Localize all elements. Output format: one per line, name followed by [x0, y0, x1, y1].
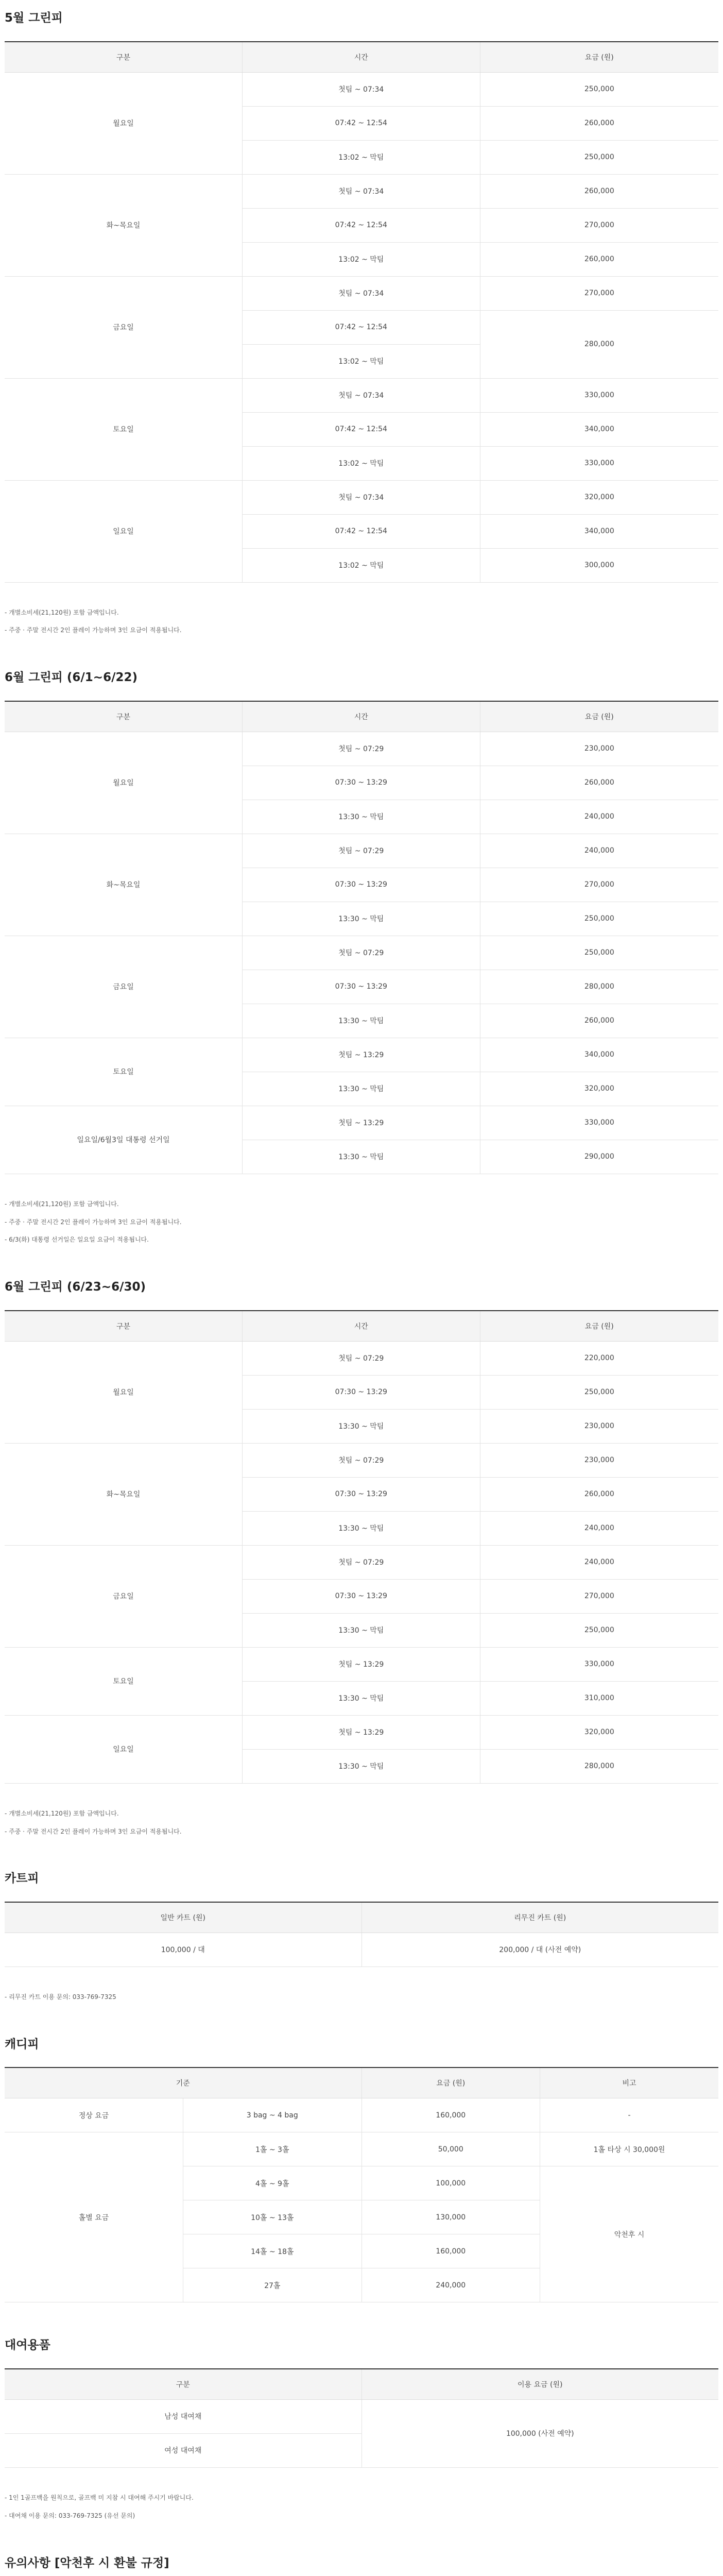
time-cell: 첫팀 ~ 07:29 [243, 1341, 480, 1375]
day-cell: 월요일 [5, 72, 243, 174]
time-cell: 첫팀 ~ 07:29 [243, 1443, 480, 1477]
table-row [5, 1715, 718, 1749]
caddie-fee-title: 캐디피 [5, 2037, 39, 2051]
table-row [5, 276, 718, 310]
time-cell: 첫팀 ~ 07:34 [243, 72, 480, 106]
day-cell: 월요일 [5, 1341, 243, 1443]
time-cell: 13:30 ~ 막팀 [243, 800, 480, 834]
time-cell: 13:30 ~ 막팀 [243, 1511, 480, 1545]
time-cell: 13:30 ~ 막팀 [243, 1140, 480, 1174]
page [5, 0, 718, 2576]
col-header-category: 구분 [5, 1311, 243, 1342]
col-header-fee: 이용 요금 (원) [361, 2369, 718, 2400]
table-row [5, 1341, 718, 1375]
table-row [5, 834, 718, 868]
fee-cell: 310,000 [480, 1681, 718, 1715]
time-cell: 07:42 ~ 12:54 [243, 208, 480, 242]
note-text: - 6/3(화) 대통령 선거일은 일요일 요금이 적용됩니다. [5, 1236, 149, 1244]
time-cell: 13:30 ~ 막팀 [243, 902, 480, 936]
col-header-fee: 요금 (원) [480, 1311, 718, 1342]
bag-count-cell: 3 bag ~ 4 bag [183, 2098, 362, 2132]
table-row [5, 732, 718, 766]
time-cell: 13:02 ~ 막팀 [243, 140, 480, 174]
fee-cell: 240,000 [361, 2268, 540, 2302]
col-header-category: 구분 [5, 42, 243, 73]
time-cell: 13:02 ~ 막팀 [243, 242, 480, 276]
note-text: - 주중 · 주말 전시간 2인 플레이 가능하며 3인 요금이 적용됩니다. [5, 1218, 182, 1226]
hole-range-cell: 1홀 ~ 3홀 [183, 2132, 362, 2166]
remark-cell: 악천후 시 [540, 2166, 719, 2302]
hole-range-cell: 14홀 ~ 18홀 [183, 2234, 362, 2268]
june1-greenfee-table [5, 701, 718, 1174]
time-cell: 첫팀 ~ 07:29 [243, 1545, 480, 1579]
time-cell: 07:30 ~ 13:29 [243, 1375, 480, 1409]
fee-cell: 340,000 [480, 514, 718, 548]
time-cell: 13:30 ~ 막팀 [243, 1749, 480, 1783]
note-text: - 1인 1골프백을 원칙으로, 골프백 미 지참 시 대여해 주시기 바랍니다. [5, 2494, 194, 2501]
time-cell: 첫팀 ~ 13:29 [243, 1106, 480, 1140]
time-cell: 07:42 ~ 12:54 [243, 412, 480, 446]
fee-cell: 250,000 [480, 140, 718, 174]
fee-cell: 330,000 [480, 378, 718, 412]
cart-fee-table [5, 1902, 718, 1967]
col-header-category: 구분 [5, 701, 243, 732]
fee-cell: 250,000 [480, 1375, 718, 1409]
fee-cell: 220,000 [480, 1341, 718, 1375]
table-row [5, 936, 718, 970]
day-cell: 토요일 [5, 1647, 243, 1715]
fee-cell: 260,000 [480, 174, 718, 208]
fee-cell: 270,000 [480, 868, 718, 902]
fee-cell: 240,000 [480, 1545, 718, 1579]
june1-greenfee-section [5, 671, 718, 1244]
weather-refund-title: 유의사항 [악천후 시 환불 규정] [5, 2556, 169, 2570]
remark-cell: - [540, 2098, 719, 2132]
fee-cell: 230,000 [480, 1443, 718, 1477]
time-cell: 첫팀 ~ 13:29 [243, 1647, 480, 1681]
note-text: - 대여채 이용 문의: 033-769-7325 (유선 문의) [5, 2512, 135, 2519]
may-greenfee-title: 5월 그린피 [5, 11, 63, 25]
fee-cell: 160,000 [361, 2098, 540, 2132]
caddie-fee-section [5, 2038, 718, 2303]
time-cell: 13:02 ~ 막팀 [243, 446, 480, 480]
fee-cell: 230,000 [480, 732, 718, 766]
time-cell: 13:30 ~ 막팀 [243, 1409, 480, 1443]
table-row [5, 1933, 718, 1967]
hole-label: 홀별 요금 [5, 2132, 183, 2302]
col-header-time: 시간 [243, 42, 480, 73]
col-header-time: 시간 [243, 1311, 480, 1342]
fee-cell: 300,000 [480, 548, 718, 582]
fee-cell: 320,000 [480, 1072, 718, 1106]
table-row [5, 72, 718, 106]
col-header-limo-cart: 리무진 카트 (원) [361, 1902, 718, 1933]
fee-cell: 250,000 [480, 936, 718, 970]
fee-cell: 330,000 [480, 1106, 718, 1140]
time-cell: 13:30 ~ 막팀 [243, 1613, 480, 1647]
fee-cell: 260,000 [480, 106, 718, 140]
fee-cell: 130,000 [361, 2200, 540, 2234]
remark-cell: 1홀 타상 시 30,000원 [540, 2132, 719, 2166]
table-row [5, 2399, 718, 2433]
table-row [5, 1545, 718, 1579]
time-cell: 13:30 ~ 막팀 [243, 1681, 480, 1715]
weather-refund-section [5, 2556, 718, 2576]
fee-cell: 240,000 [480, 834, 718, 868]
day-cell: 일요일/6월3일 대통령 선거일 [5, 1106, 243, 1174]
day-cell: 월요일 [5, 732, 243, 834]
time-cell: 첫팀 ~ 07:29 [243, 936, 480, 970]
day-cell: 금요일 [5, 1545, 243, 1647]
june2-greenfee-section [5, 1280, 718, 1836]
time-cell: 첫팀 ~ 13:29 [243, 1715, 480, 1749]
fee-cell: 280,000 [480, 970, 718, 1004]
time-cell: 07:30 ~ 13:29 [243, 868, 480, 902]
hole-range-cell: 4홀 ~ 9홀 [183, 2166, 362, 2200]
table-row [5, 2098, 718, 2132]
fee-cell: 340,000 [480, 412, 718, 446]
time-cell: 첫팀 ~ 07:34 [243, 378, 480, 412]
table-row [5, 480, 718, 514]
time-cell: 07:42 ~ 12:54 [243, 310, 480, 344]
table-row [5, 2132, 718, 2166]
june2-greenfee-table [5, 1310, 718, 1784]
day-cell: 금요일 [5, 276, 243, 378]
cart-fee-title: 카트피 [5, 1872, 39, 1886]
table-row [5, 378, 718, 412]
fee-cell: 290,000 [480, 1140, 718, 1174]
fee-cell: 50,000 [361, 2132, 540, 2166]
note-text: - 개별소비세(21,120원) 포함 금액입니다. [5, 608, 119, 616]
june1-greenfee-title: 6월 그린피 (6/1~6/22) [5, 671, 138, 685]
table-row [5, 174, 718, 208]
rental-section [5, 2338, 718, 2520]
time-cell: 07:42 ~ 12:54 [243, 514, 480, 548]
fee-cell: 240,000 [480, 800, 718, 834]
time-cell: 13:30 ~ 막팀 [243, 1072, 480, 1106]
fee-cell: 250,000 [480, 902, 718, 936]
fee-cell: 320,000 [480, 1715, 718, 1749]
caddie-fee-table [5, 2067, 718, 2302]
col-header-remark: 비고 [540, 2067, 719, 2098]
june2-greenfee-title: 6월 그린피 (6/23~6/30) [5, 1280, 146, 1294]
col-header-basis: 기준 [5, 2067, 361, 2098]
fee-cell: 260,000 [480, 1477, 718, 1511]
day-cell: 토요일 [5, 1038, 243, 1106]
col-header-normal-cart: 일반 카트 (원) [5, 1902, 361, 1933]
limo-cart-fee: 200,000 / 대 (사전 예약) [361, 1933, 718, 1967]
time-cell: 13:02 ~ 막팀 [243, 548, 480, 582]
may-greenfee-table [5, 41, 718, 583]
day-cell: 화~목요일 [5, 834, 243, 936]
fee-cell: 230,000 [480, 1409, 718, 1443]
day-cell: 금요일 [5, 936, 243, 1038]
cart-notes [5, 1993, 718, 2002]
time-cell: 첫팀 ~ 07:29 [243, 732, 480, 766]
table-row [5, 1443, 718, 1477]
time-cell: 07:30 ~ 13:29 [243, 1477, 480, 1511]
col-header-category: 구분 [5, 2369, 361, 2400]
fee-cell: 100,000 [361, 2166, 540, 2200]
time-cell: 07:30 ~ 13:29 [243, 970, 480, 1004]
rental-item-cell: 남성 대여채 [5, 2399, 361, 2433]
fee-cell: 260,000 [480, 242, 718, 276]
day-cell: 토요일 [5, 378, 243, 480]
day-cell: 일요일 [5, 480, 243, 582]
time-cell: 07:42 ~ 12:54 [243, 106, 480, 140]
normal-cart-fee: 100,000 / 대 [5, 1933, 361, 1967]
fee-cell: 320,000 [480, 480, 718, 514]
day-cell: 화~목요일 [5, 1443, 243, 1545]
june1-notes [5, 1200, 718, 1244]
fee-cell: 270,000 [480, 276, 718, 310]
time-cell: 첫팀 ~ 13:29 [243, 1038, 480, 1072]
note-text: - 주중 · 주말 전시간 2인 플레이 가능하며 3인 요금이 적용됩니다. [5, 626, 182, 634]
col-header-fee: 요금 (원) [361, 2067, 540, 2098]
fee-cell: 100,000 (사전 예약) [361, 2399, 718, 2467]
fee-cell: 270,000 [480, 1579, 718, 1613]
fee-cell: 330,000 [480, 446, 718, 480]
time-cell: 13:30 ~ 막팀 [243, 1004, 480, 1038]
fee-cell: 260,000 [480, 1004, 718, 1038]
day-cell: 일요일 [5, 1715, 243, 1783]
hole-range-cell: 10홀 ~ 13홀 [183, 2200, 362, 2234]
hole-range-cell: 27홀 [183, 2268, 362, 2302]
may-notes [5, 608, 718, 635]
fee-cell: 280,000 [480, 1749, 718, 1783]
may-greenfee-section [5, 11, 718, 635]
rental-table [5, 2368, 718, 2468]
table-row [5, 1106, 718, 1140]
col-header-time: 시간 [243, 701, 480, 732]
time-cell: 07:30 ~ 13:29 [243, 1579, 480, 1613]
fee-cell: 250,000 [480, 1613, 718, 1647]
time-cell: 첫팀 ~ 07:34 [243, 276, 480, 310]
note-text: - 리무진 카트 이용 문의: 033-769-7325 [5, 1993, 116, 2001]
fee-cell: 270,000 [480, 208, 718, 242]
rental-notes [5, 2494, 718, 2520]
note-text: - 개별소비세(21,120원) 포함 금액입니다. [5, 1809, 119, 1817]
fee-cell: 340,000 [480, 1038, 718, 1072]
time-cell: 첫팀 ~ 07:29 [243, 834, 480, 868]
note-text: - 주중 · 주말 전시간 2인 플레이 가능하며 3인 요금이 적용됩니다. [5, 1827, 182, 1835]
table-row [5, 1038, 718, 1072]
fee-cell: 260,000 [480, 766, 718, 800]
fee-cell: 160,000 [361, 2234, 540, 2268]
fee-cell: 280,000 [480, 310, 718, 378]
note-text: - 개별소비세(21,120원) 포함 금액입니다. [5, 1200, 119, 1208]
june2-notes [5, 1809, 718, 1836]
cart-fee-section [5, 1872, 718, 2001]
day-cell: 화~목요일 [5, 174, 243, 276]
col-header-fee: 요금 (원) [480, 701, 718, 732]
fee-cell: 240,000 [480, 1511, 718, 1545]
col-header-fee: 요금 (원) [480, 42, 718, 73]
time-cell: 07:30 ~ 13:29 [243, 766, 480, 800]
fee-cell: 250,000 [480, 72, 718, 106]
table-row [5, 1647, 718, 1681]
rental-item-cell: 여성 대여채 [5, 2433, 361, 2467]
time-cell: 첫팀 ~ 07:34 [243, 174, 480, 208]
standard-label: 정상 요금 [5, 2098, 183, 2132]
rental-title: 대여용품 [5, 2338, 50, 2352]
time-cell: 첫팀 ~ 07:34 [243, 480, 480, 514]
time-cell: 13:02 ~ 막팀 [243, 344, 480, 378]
fee-cell: 330,000 [480, 1647, 718, 1681]
